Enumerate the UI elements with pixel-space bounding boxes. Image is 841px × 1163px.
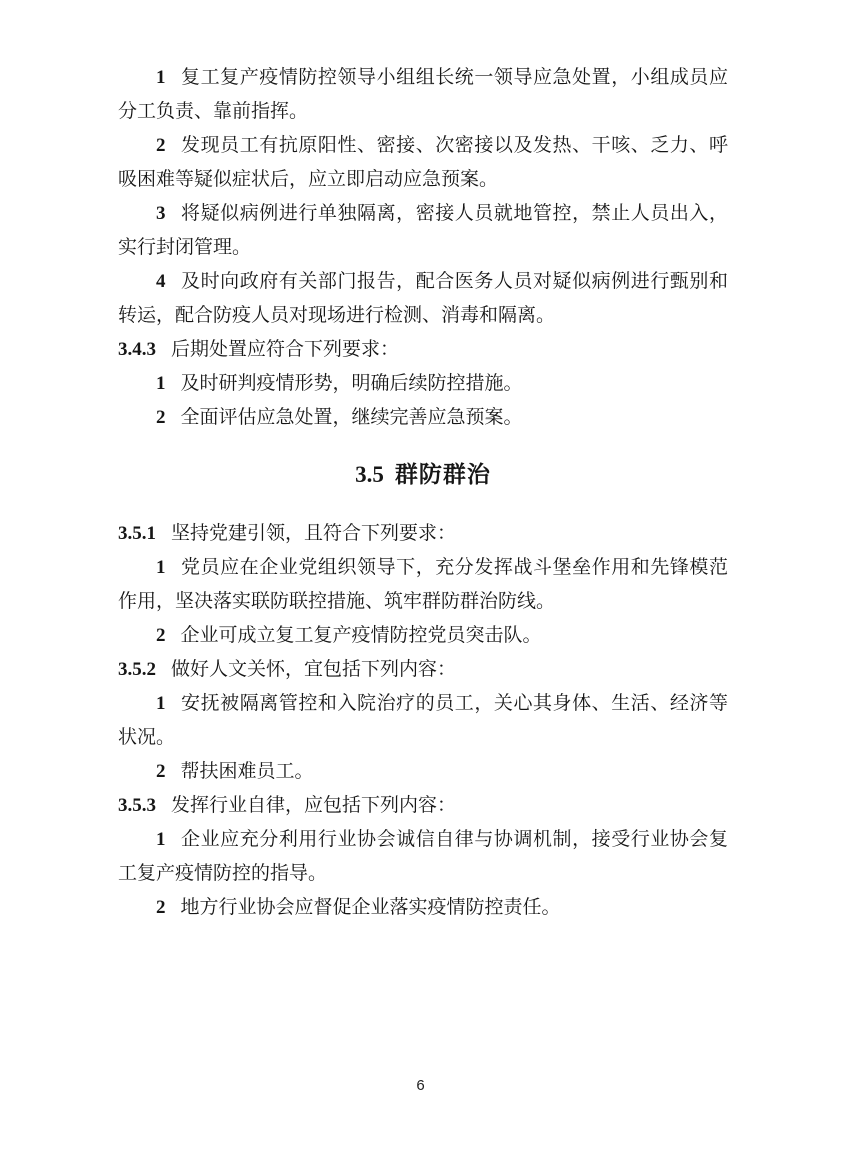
item-number: 2 [156, 625, 166, 646]
numbered-item [118, 367, 728, 401]
clause-3-5-2 [118, 653, 728, 687]
item-number: 3 [156, 203, 166, 224]
heading-text: 群防群治 [394, 461, 491, 487]
numbered-item [118, 891, 728, 925]
clause-text: 做好人文关怀，宜包括下列内容： [171, 659, 457, 680]
numbered-item [118, 619, 728, 653]
section-heading-3-5 [118, 454, 728, 495]
numbered-item [118, 687, 728, 755]
clause-text: 发挥行业自律，应包括下列内容： [171, 795, 457, 816]
clause-number: 3.5.1 [118, 523, 156, 544]
numbered-item [118, 823, 728, 891]
numbered-item [118, 265, 728, 333]
item-text: 安抚被隔离管控和入院治疗的员工，关心其身体、生活、经济等状况。 [118, 693, 728, 748]
clause-number: 3.4.3 [118, 339, 156, 360]
item-text: 及时向政府有关部门报告，配合医务人员对疑似病例进行甄别和转运，配合防疫人员对现场进行检测、消毒和隔离。 [118, 271, 728, 326]
item-text: 企业应充分利用行业协会诚信自律与协调机制，接受行业协会复工复产疫情防控的指导。 [118, 829, 728, 884]
item-number: 1 [156, 557, 166, 578]
numbered-item [118, 551, 728, 619]
numbered-item [118, 401, 728, 435]
numbered-item [118, 197, 728, 265]
numbered-item [118, 755, 728, 789]
numbered-item [118, 61, 728, 129]
item-number: 1 [156, 829, 166, 850]
item-number: 1 [156, 373, 166, 394]
item-number: 2 [156, 897, 166, 918]
clause-3-4-3 [118, 333, 728, 367]
item-text: 将疑似病例进行单独隔离，密接人员就地管控，禁止人员出入，实行封闭管理。 [118, 203, 728, 258]
page-number: 6 [416, 1077, 425, 1094]
item-number: 1 [156, 67, 166, 88]
item-number: 1 [156, 693, 166, 714]
page-footer [0, 1076, 841, 1096]
item-text: 党员应在企业党组织领导下，充分发挥战斗堡垒作用和先锋模范作用，坚决落实联防联控措施、筑牢群防群治防线。 [118, 557, 728, 612]
clause-number: 3.5.3 [118, 795, 156, 816]
item-number: 2 [156, 407, 166, 428]
item-number: 2 [156, 761, 166, 782]
item-number: 4 [156, 271, 166, 292]
item-text: 企业可成立复工复产疫情防控党员突击队。 [180, 625, 542, 646]
item-text: 帮扶困难员工。 [180, 761, 314, 782]
item-number: 2 [156, 135, 166, 156]
clause-text: 后期处置应符合下列要求： [171, 339, 400, 360]
item-text: 复工复产疫情防控领导小组组长统一领导应急处置，小组成员应分工负责、靠前指挥。 [118, 67, 728, 122]
clause-3-5-1 [118, 517, 728, 551]
heading-number: 3.5 [355, 462, 384, 487]
item-text: 及时研判疫情形势，明确后续防控措施。 [180, 373, 523, 394]
clause-text: 坚持党建引领，且符合下列要求： [171, 523, 457, 544]
numbered-item [118, 129, 728, 197]
item-text: 全面评估应急处置，继续完善应急预案。 [180, 407, 523, 428]
item-text: 地方行业协会应督促企业落实疫情防控责任。 [180, 897, 561, 918]
item-text: 发现员工有抗原阳性、密接、次密接以及发热、干咳、乏力、呼吸困难等疑似症状后，应立即启动应急预案。 [118, 135, 728, 190]
clause-3-5-3 [118, 789, 728, 823]
clause-number: 3.5.2 [118, 659, 156, 680]
